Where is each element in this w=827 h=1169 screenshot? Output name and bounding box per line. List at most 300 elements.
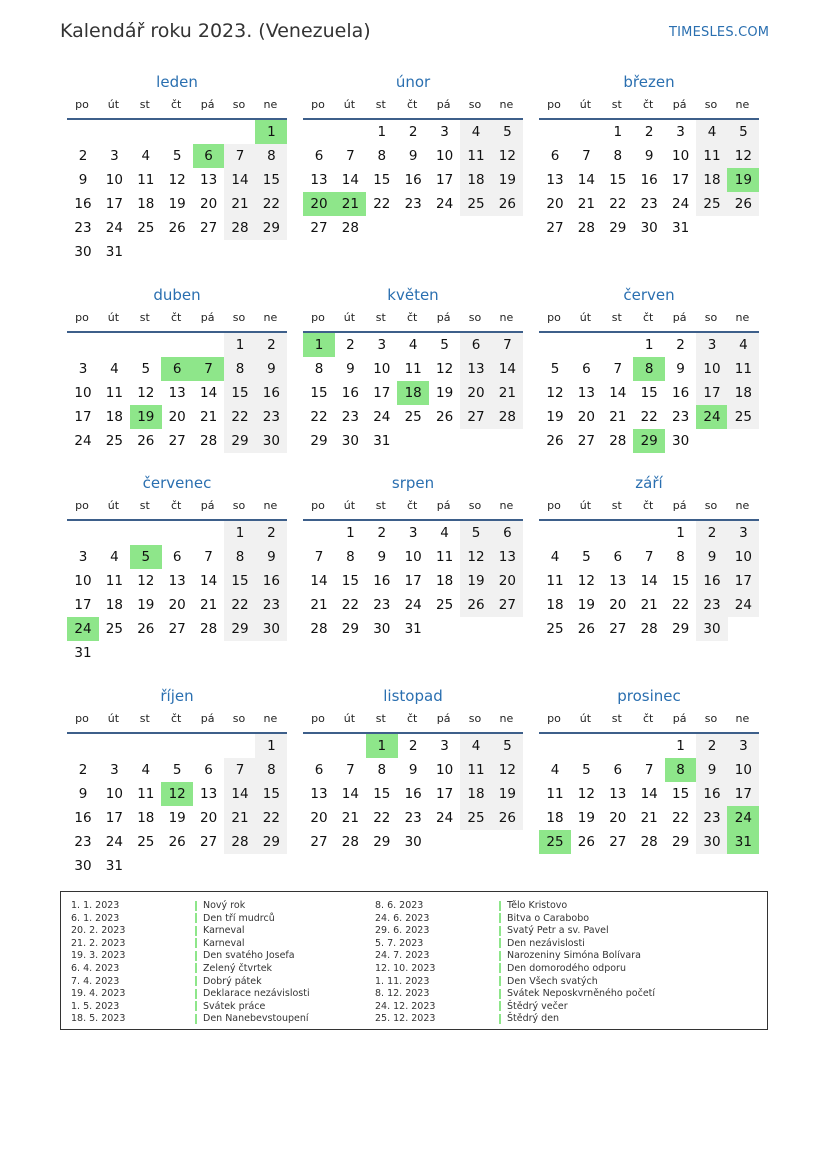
day-cell: 2 <box>676 337 685 353</box>
weekday-header <box>539 311 759 327</box>
holiday-marker <box>195 913 197 923</box>
day-cell-holiday: 6 <box>161 357 193 381</box>
month-name: prosinec <box>617 687 681 705</box>
day-cell: 19 <box>577 597 595 613</box>
day-cell: 25 <box>105 621 123 637</box>
day-cell: 11 <box>436 549 454 565</box>
weekday-label: st <box>375 499 386 512</box>
day-cell: 11 <box>460 758 492 782</box>
day-cell: 15 <box>640 385 658 401</box>
day-cell: 13 <box>310 786 328 802</box>
holiday-row <box>71 1013 310 1026</box>
day-cell-holiday: 29 <box>633 429 665 453</box>
day-grid <box>67 521 287 665</box>
day-cell: 9 <box>644 148 654 164</box>
day-cell: 8 <box>676 549 685 565</box>
day-cell: 11 <box>105 573 123 589</box>
day-cell: 25 <box>460 806 492 830</box>
holiday-row <box>71 1001 310 1014</box>
holiday-row <box>375 900 655 913</box>
month-name: srpen <box>391 474 435 492</box>
day-cell: 15 <box>341 573 359 589</box>
weekday-label: po <box>547 98 561 111</box>
day-cell: 4 <box>408 337 418 353</box>
day-cell: 10 <box>436 148 454 164</box>
weekday-label: st <box>139 98 150 111</box>
day-cell: 22 <box>310 409 328 425</box>
day-cell: 6 <box>314 148 324 164</box>
day-cell: 1 <box>676 738 685 754</box>
holiday-marker <box>195 938 197 948</box>
weekday-label: čt <box>643 499 654 512</box>
day-cell: 6 <box>460 333 492 357</box>
holiday-marker <box>499 989 501 999</box>
day-cell: 25 <box>696 192 728 216</box>
holiday-marker <box>195 989 197 999</box>
holiday-row <box>375 925 655 938</box>
holiday-name: Svátek práce <box>203 1000 266 1012</box>
day-cell: 17 <box>373 385 391 401</box>
weekday-label: ne <box>499 499 514 512</box>
brand-link[interactable]: TIMESLES.COM <box>669 25 770 40</box>
day-cell: 8 <box>224 545 256 569</box>
day-cell: 19 <box>436 385 454 401</box>
day-cell: 26 <box>460 593 492 617</box>
day-cell: 13 <box>546 172 564 188</box>
weekday-header <box>303 712 523 728</box>
weekday-label: čt <box>643 712 654 725</box>
day-grid <box>67 120 287 264</box>
day-cell: 16 <box>255 381 287 405</box>
day-cell: 17 <box>74 409 92 425</box>
day-cell: 2 <box>255 521 287 545</box>
day-cell: 23 <box>696 806 728 830</box>
weekday-label: po <box>311 712 325 725</box>
day-cell: 11 <box>460 144 492 168</box>
day-cell: 14 <box>200 385 218 401</box>
holiday-marker <box>499 976 501 986</box>
day-cell: 24 <box>74 433 92 449</box>
weekday-label: čt <box>171 98 182 111</box>
holiday-date: 19. 3. 2023 <box>71 950 126 962</box>
day-cell: 28 <box>577 220 595 236</box>
day-cell: 25 <box>460 192 492 216</box>
day-cell: 24 <box>672 196 690 212</box>
day-cell: 20 <box>460 381 492 405</box>
weekday-label: út <box>343 311 356 324</box>
holiday-row <box>71 938 310 951</box>
day-cell: 7 <box>314 549 324 565</box>
day-cell: 13 <box>200 786 218 802</box>
day-cell: 16 <box>341 385 359 401</box>
day-cell: 17 <box>436 786 454 802</box>
weekday-header <box>67 311 287 327</box>
day-cell: 24 <box>105 834 123 850</box>
day-cell: 12 <box>168 172 186 188</box>
day-cell: 14 <box>640 786 658 802</box>
day-cell: 18 <box>727 381 759 405</box>
day-cell: 21 <box>200 409 218 425</box>
day-cell: 30 <box>373 621 391 637</box>
day-cell-holiday: 5 <box>130 545 162 569</box>
holiday-name: Den svatého Josefa <box>203 950 295 962</box>
weekday-label: po <box>75 311 89 324</box>
day-cell: 3 <box>377 337 387 353</box>
day-cell: 27 <box>460 405 492 429</box>
day-cell: 4 <box>460 120 492 144</box>
holiday-marker <box>499 913 501 923</box>
day-cell: 6 <box>582 361 591 377</box>
weekday-label: st <box>611 499 622 512</box>
day-cell: 16 <box>373 573 391 589</box>
day-cell: 22 <box>672 597 690 613</box>
day-cell: 19 <box>546 409 564 425</box>
holiday-date: 1. 5. 2023 <box>71 1000 120 1012</box>
day-cell: 26 <box>577 621 595 637</box>
day-cell: 19 <box>491 782 523 806</box>
day-cell-holiday: 19 <box>727 168 759 192</box>
day-cell: 17 <box>727 782 759 806</box>
day-cell: 27 <box>609 834 627 850</box>
day-cell: 13 <box>609 786 627 802</box>
weekday-label: ne <box>735 98 750 111</box>
day-cell: 10 <box>105 786 123 802</box>
day-cell: 14 <box>224 168 256 192</box>
holiday-name: Štědrý večer <box>507 1000 568 1012</box>
day-cell: 22 <box>640 409 658 425</box>
holiday-date: 1. 11. 2023 <box>375 975 430 987</box>
day-cell: 28 <box>341 220 359 236</box>
holiday-legend <box>60 891 768 1030</box>
day-cell: 23 <box>341 409 359 425</box>
day-cell: 5 <box>491 734 523 758</box>
day-cell: 8 <box>255 144 287 168</box>
day-cell: 24 <box>404 597 422 613</box>
day-cell: 9 <box>346 361 355 377</box>
day-cell: 12 <box>137 573 155 589</box>
weekday-header <box>539 499 759 515</box>
day-cell: 16 <box>640 172 658 188</box>
day-cell: 13 <box>200 172 218 188</box>
day-cell: 27 <box>200 220 218 236</box>
weekday-header <box>303 98 523 114</box>
day-cell: 8 <box>377 148 387 164</box>
holiday-name: Deklarace nezávislosti <box>203 988 310 1000</box>
day-cell: 20 <box>168 597 186 613</box>
day-cell-holiday: 19 <box>130 405 162 429</box>
day-cell: 29 <box>341 621 359 637</box>
weekday-label: so <box>468 499 482 512</box>
day-cell: 30 <box>696 830 728 854</box>
day-cell: 4 <box>110 549 119 565</box>
day-cell: 15 <box>609 172 627 188</box>
weekday-label: st <box>139 499 150 512</box>
day-cell-holiday: 25 <box>539 830 571 854</box>
day-cell: 12 <box>460 545 492 569</box>
weekday-label: út <box>343 98 356 111</box>
day-cell: 23 <box>255 593 287 617</box>
day-cell: 18 <box>546 810 564 826</box>
holiday-name: Bitva o Carabobo <box>507 912 590 924</box>
day-cell: 4 <box>460 734 492 758</box>
day-cell: 30 <box>404 834 422 850</box>
day-cell: 27 <box>168 433 186 449</box>
day-cell: 10 <box>436 762 454 778</box>
weekday-label: so <box>704 499 718 512</box>
day-cell: 21 <box>640 597 658 613</box>
day-cell: 15 <box>373 172 391 188</box>
month-name: červen <box>623 286 675 304</box>
day-grid <box>303 521 523 665</box>
weekday-label: út <box>107 499 120 512</box>
weekday-label: so <box>468 311 482 324</box>
day-cell: 14 <box>200 573 218 589</box>
holiday-row <box>71 913 310 926</box>
day-cell: 20 <box>609 810 627 826</box>
day-cell: 4 <box>440 525 449 541</box>
day-cell: 9 <box>255 545 287 569</box>
day-cell: 1 <box>224 333 256 357</box>
day-cell: 18 <box>460 168 492 192</box>
weekday-label: pá <box>672 499 687 512</box>
day-cell: 12 <box>491 758 523 782</box>
day-cell: 10 <box>404 549 422 565</box>
day-cell: 25 <box>546 621 564 637</box>
weekday-label: pá <box>672 311 687 324</box>
weekday-label: st <box>611 98 622 111</box>
day-cell: 20 <box>200 196 218 212</box>
holiday-name: Narozeniny Simóna Bolívara <box>507 950 641 962</box>
day-cell: 22 <box>609 196 627 212</box>
day-cell: 15 <box>672 573 690 589</box>
day-cell: 8 <box>255 758 287 782</box>
day-cell: 17 <box>727 569 759 593</box>
holiday-name: Tělo Kristovo <box>507 900 568 911</box>
day-cell: 26 <box>577 834 595 850</box>
day-cell: 10 <box>696 357 728 381</box>
day-cell: 28 <box>640 621 658 637</box>
day-cell: 2 <box>696 734 728 758</box>
day-cell: 11 <box>105 385 123 401</box>
day-cell: 11 <box>404 361 422 377</box>
day-cell: 23 <box>74 220 92 236</box>
day-cell: 16 <box>74 810 92 826</box>
holiday-name: Den Všech svatých <box>507 975 598 987</box>
weekday-label: čt <box>171 499 182 512</box>
day-cell: 29 <box>255 830 287 854</box>
day-cell: 13 <box>491 545 523 569</box>
holiday-marker <box>499 901 501 911</box>
day-cell: 1 <box>613 124 623 140</box>
holiday-date: 8. 12. 2023 <box>375 988 430 1000</box>
weekday-label: út <box>107 311 120 324</box>
day-cell: 16 <box>696 569 728 593</box>
day-cell: 29 <box>373 834 391 850</box>
weekday-label: po <box>75 98 89 111</box>
weekday-label: ne <box>499 311 514 324</box>
day-cell: 19 <box>491 168 523 192</box>
day-cell: 9 <box>408 762 418 778</box>
weekday-label: pá <box>672 98 687 111</box>
day-cell: 23 <box>404 810 422 826</box>
day-cell: 15 <box>224 381 256 405</box>
day-cell: 3 <box>440 124 449 140</box>
day-cell: 6 <box>613 549 623 565</box>
holiday-date: 6. 4. 2023 <box>71 962 120 974</box>
day-cell: 13 <box>460 357 492 381</box>
day-cell-holiday: 24 <box>67 617 99 641</box>
day-cell: 23 <box>255 405 287 429</box>
day-cell: 2 <box>78 762 88 778</box>
day-cell: 7 <box>582 148 591 164</box>
day-cell: 28 <box>224 830 256 854</box>
day-cell: 19 <box>137 597 155 613</box>
weekday-label: so <box>232 499 246 512</box>
day-cell: 30 <box>341 433 359 449</box>
day-cell: 31 <box>105 244 123 260</box>
day-cell: 3 <box>727 734 759 758</box>
day-grid <box>303 734 523 878</box>
day-cell: 27 <box>200 834 218 850</box>
day-cell: 15 <box>672 786 690 802</box>
day-cell-holiday: 24 <box>727 806 759 830</box>
day-cell: 22 <box>373 810 391 826</box>
day-cell: 3 <box>676 124 685 140</box>
day-cell: 18 <box>105 597 123 613</box>
holiday-marker <box>499 1014 501 1024</box>
day-cell: 18 <box>137 810 155 826</box>
day-cell-holiday: 7 <box>193 357 225 381</box>
day-cell: 15 <box>255 168 287 192</box>
holiday-marker <box>195 901 197 911</box>
weekday-label: st <box>375 712 386 725</box>
day-cell: 11 <box>546 573 564 589</box>
holiday-row <box>71 963 310 976</box>
day-cell: 9 <box>78 172 88 188</box>
day-cell: 15 <box>255 782 287 806</box>
day-cell: 30 <box>74 244 92 260</box>
day-cell: 9 <box>696 545 728 569</box>
holiday-row <box>375 938 655 951</box>
day-cell: 4 <box>141 148 151 164</box>
month-name: únor <box>395 73 431 91</box>
day-cell-holiday: 18 <box>397 381 429 405</box>
weekday-label: čt <box>643 98 654 111</box>
day-cell: 13 <box>168 385 186 401</box>
day-cell: 19 <box>168 196 186 212</box>
day-cell: 27 <box>168 621 186 637</box>
page-title: Kalendář roku 2023. (Venezuela) <box>60 20 371 42</box>
weekday-label: so <box>468 98 482 111</box>
holiday-date: 20. 2. 2023 <box>71 925 126 937</box>
weekday-label: po <box>311 311 325 324</box>
holiday-date: 6. 1. 2023 <box>71 912 120 924</box>
holiday-column-right <box>375 900 655 1026</box>
weekday-label: po <box>311 499 325 512</box>
day-cell: 25 <box>436 597 454 613</box>
holiday-date: 8. 6. 2023 <box>375 900 424 911</box>
day-cell: 22 <box>341 597 359 613</box>
month-name: listopad <box>383 687 443 705</box>
day-cell: 1 <box>377 124 387 140</box>
day-cell: 25 <box>105 433 123 449</box>
holiday-name: Den domorodého odporu <box>507 962 626 974</box>
day-cell: 29 <box>224 429 256 453</box>
day-cell-holiday: 20 <box>303 192 335 216</box>
weekday-label: so <box>232 712 246 725</box>
day-cell: 28 <box>640 834 658 850</box>
day-cell: 14 <box>491 357 523 381</box>
holiday-name: Den nezávislosti <box>507 937 585 949</box>
month-name: červenec <box>142 474 212 492</box>
day-cell: 5 <box>440 337 449 353</box>
day-cell: 16 <box>696 782 728 806</box>
day-cell: 2 <box>78 148 88 164</box>
weekday-label: čt <box>407 311 418 324</box>
month-name: květen <box>387 286 439 304</box>
day-cell: 8 <box>224 357 256 381</box>
day-cell-holiday: 8 <box>665 758 697 782</box>
day-cell: 6 <box>550 148 560 164</box>
weekday-label: so <box>704 311 718 324</box>
day-grid <box>303 333 523 477</box>
holiday-row <box>375 963 655 976</box>
holiday-row <box>375 988 655 1001</box>
day-cell: 9 <box>696 758 728 782</box>
weekday-label: ne <box>499 98 514 111</box>
day-cell: 14 <box>341 786 359 802</box>
day-cell: 28 <box>224 216 256 240</box>
weekday-label: st <box>375 311 386 324</box>
day-cell: 21 <box>310 597 328 613</box>
day-cell: 7 <box>613 361 623 377</box>
day-cell: 9 <box>377 549 387 565</box>
day-cell: 6 <box>204 762 213 778</box>
holiday-name: Nový rok <box>203 900 246 911</box>
day-cell: 8 <box>377 762 387 778</box>
day-cell: 23 <box>696 593 728 617</box>
month-name: říjen <box>160 687 194 705</box>
day-cell: 9 <box>78 786 88 802</box>
holiday-row <box>71 950 310 963</box>
weekday-label: ne <box>263 311 278 324</box>
weekday-header <box>539 712 759 728</box>
day-cell: 17 <box>672 172 690 188</box>
day-cell: 25 <box>137 220 155 236</box>
weekday-label: ne <box>735 311 750 324</box>
holiday-name: Svátek Neposkvrněného početí <box>507 988 656 1000</box>
weekday-label: po <box>547 712 561 725</box>
weekday-label: pá <box>200 98 215 111</box>
day-grid <box>539 521 759 665</box>
day-cell: 30 <box>672 433 690 449</box>
holiday-row <box>71 976 310 989</box>
day-cell: 20 <box>200 810 218 826</box>
day-cell: 24 <box>436 810 454 826</box>
holiday-row <box>375 976 655 989</box>
day-cell: 10 <box>373 361 391 377</box>
weekday-label: ne <box>263 499 278 512</box>
day-cell: 3 <box>78 361 88 377</box>
weekday-label: čt <box>407 98 418 111</box>
day-cell: 2 <box>696 521 728 545</box>
weekday-label: so <box>704 98 718 111</box>
holiday-date: 5. 7. 2023 <box>375 937 424 949</box>
weekday-header <box>539 98 759 114</box>
holiday-marker <box>499 963 501 973</box>
day-cell: 19 <box>577 810 595 826</box>
holiday-name: Dobrý pátek <box>203 975 262 987</box>
